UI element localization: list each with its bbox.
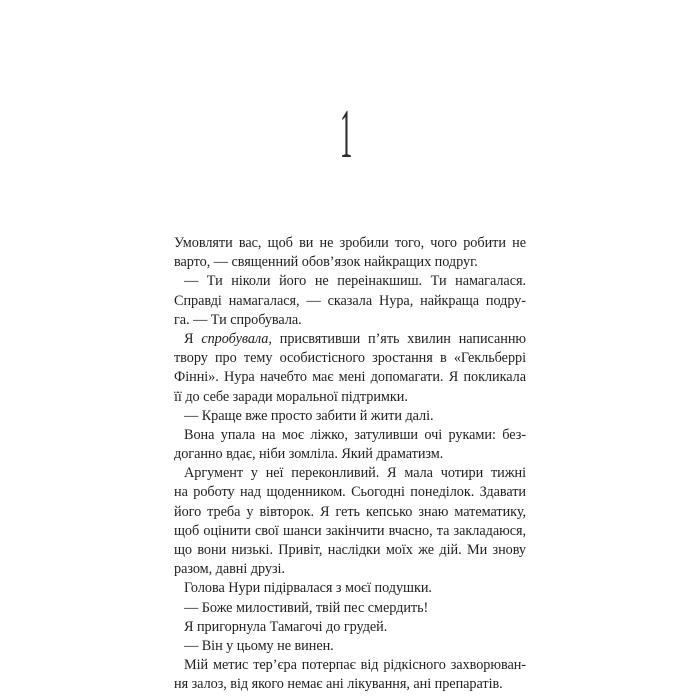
text-line: її до себе заради моральної підтримки. — [174, 388, 408, 405]
text-line: — Боже милостивий, твій пес смердить! — [184, 599, 429, 616]
text-line: Фінні». Нура начебто має мені допомагати. Я покликала — [174, 369, 526, 386]
text-line: Голова Нури підірвалася з моєї подушки. — [184, 580, 432, 597]
text-fragment: , присвятивши п’ять хвилин написанню — [268, 330, 526, 347]
text-line: — Краще вже просто забити й жити далі. — [184, 407, 434, 424]
text-line: Я пригорнула Тамагочі до грудей. — [184, 618, 388, 635]
chapter-body-text — [174, 234, 526, 695]
text-line: ня залоз, від якого немає ані лікування, ані препаратів. — [174, 676, 503, 693]
text-line: твору про тему особистісного зростання в «Гекльберрі — [174, 350, 526, 367]
text-line: Мій метис тер’єра потерпає від рідкісного захворюван- — [184, 657, 526, 674]
text-fragment: Я — [184, 330, 202, 347]
text-line: — Ти ніколи його не переінакшиш. Ти намагалася. — [184, 273, 526, 290]
text-line: що вони низькі. Привіт, наслідки моїх же дій. Ми знову — [174, 542, 526, 558]
text-line: Справді намагалася, — сказала Нура, найкраща подру- — [174, 292, 526, 309]
text-line — [174, 330, 526, 349]
emphasized-word: спробувала — [201, 330, 269, 347]
text-line: його треба у вівторок. Я геть кепсько знаю математику, — [174, 503, 526, 520]
text-line: — Він у цьому не винен. — [184, 637, 334, 654]
text-line: доганно вдає, ніби зомліла. Який драматизм. — [174, 446, 444, 463]
text-line: щоб оцінити свої шанси закінчити вчасно, та закладаюся, — [174, 522, 526, 539]
text-line: Умовляти вас, щоб ви не зробили того, чого робити не — [174, 235, 526, 251]
text-line: га. — Ти спробувала. — [174, 311, 302, 328]
text-line: Вона упала на моє ліжко, затуливши очі руками: без- — [184, 426, 526, 443]
text-line: варто, — священний обов’язок найкращих подруг. — [174, 254, 478, 271]
chapter-number: 1 — [340, 96, 353, 173]
text-line: на роботу над щоденником. Сьогодні понеділок. Здавати — [174, 484, 526, 501]
text-line: Аргумент у неї переконливий. Я мала чотири тижні — [184, 465, 526, 482]
text-line: разом, давні друзі. — [174, 561, 285, 578]
